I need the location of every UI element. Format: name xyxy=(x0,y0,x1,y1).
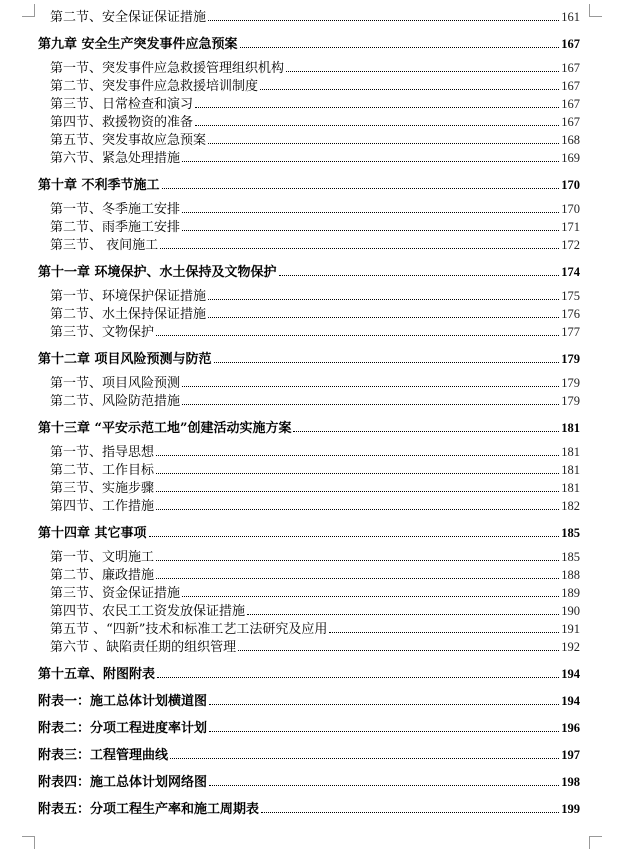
dot-leader xyxy=(195,107,559,108)
toc-entry-page-number: 171 xyxy=(561,220,580,234)
toc-entry-page-number: 175 xyxy=(561,289,580,303)
dot-leader xyxy=(195,125,559,126)
dot-leader xyxy=(209,704,559,705)
dot-leader xyxy=(209,731,559,732)
toc-entry-title: 第十一章 环境保护、水土保持及文物保护 xyxy=(38,265,277,280)
dot-leader xyxy=(329,632,559,633)
toc-entry-page-number: 188 xyxy=(561,568,580,582)
page-corner-mark xyxy=(589,836,602,849)
toc-entry-title: 第六节 、缺陷责任期的组织管理 xyxy=(50,640,237,655)
toc-section-entry[interactable] xyxy=(38,147,580,165)
dot-leader xyxy=(260,89,559,90)
toc-entry-title: 第二节、雨季施工安排 xyxy=(50,220,181,235)
toc-entry-page-number: 199 xyxy=(561,802,580,816)
toc-entry-title: 第四节、救援物资的准备 xyxy=(50,115,194,130)
toc-entry-page-number: 181 xyxy=(561,481,580,495)
toc-entry-page-number: 192 xyxy=(561,640,580,654)
dot-leader xyxy=(238,650,559,651)
toc-entry-page-number: 167 xyxy=(561,61,580,75)
toc-entry-page-number: 181 xyxy=(561,445,580,459)
toc-entry-title: 第一节、冬季施工安排 xyxy=(50,202,181,217)
toc-entry-title: 第五节 、“四新”技术和标准工艺工法研究及应用 xyxy=(50,622,328,637)
toc-entry-page-number: 196 xyxy=(561,721,580,735)
toc-section-entry[interactable] xyxy=(38,477,580,495)
dot-leader xyxy=(160,248,559,249)
toc-entry-title: 第二节、水土保持保证措施 xyxy=(50,307,207,322)
dot-leader xyxy=(156,491,559,492)
toc-chapter-entry[interactable] xyxy=(38,417,580,435)
toc-entry-page-number: 170 xyxy=(561,178,580,192)
toc-chapter-entry[interactable] xyxy=(38,717,580,735)
toc-entry-page-number: 179 xyxy=(561,394,580,408)
dot-leader xyxy=(286,71,559,72)
toc-entry-title: 第二节、风险防范措施 xyxy=(50,394,181,409)
toc-entry-page-number: 191 xyxy=(561,622,580,636)
toc-entry-title: 第一节、项目风险预测 xyxy=(50,376,181,391)
toc-entry-title: 第六节、紧急处理措施 xyxy=(50,151,181,166)
toc-entry-title: 第一节、文明施工 xyxy=(50,550,155,565)
toc-section-entry[interactable] xyxy=(38,441,580,459)
toc-entry-page-number: 194 xyxy=(561,694,580,708)
dot-leader xyxy=(182,212,559,213)
dot-leader xyxy=(156,509,559,510)
toc-entry-page-number: 179 xyxy=(561,376,580,390)
dot-leader xyxy=(156,335,559,336)
toc-section-entry[interactable] xyxy=(38,564,580,582)
page-corner-mark xyxy=(22,836,35,849)
toc-entry-title: 附表五：分项工程生产率和施工周期表 xyxy=(38,802,260,817)
toc-entry-title: 附表三：工程管理曲线 xyxy=(38,748,169,763)
toc-entry-page-number: 198 xyxy=(561,775,580,789)
dot-leader xyxy=(208,20,559,21)
toc-entry-page-number: 176 xyxy=(561,307,580,321)
toc-entry-title: 第二节、工作目标 xyxy=(50,463,155,478)
toc-entry-title: 附表四：施工总体计划网络图 xyxy=(38,775,208,790)
toc-entry-title: 第三节、日常检查和演习 xyxy=(50,97,194,112)
dot-leader xyxy=(247,614,559,615)
toc-chapter-entry[interactable] xyxy=(38,690,580,708)
toc-chapter-entry[interactable] xyxy=(38,522,580,540)
toc-entry-page-number: 167 xyxy=(561,37,580,51)
dot-leader xyxy=(182,404,559,405)
toc-chapter-entry[interactable] xyxy=(38,174,580,192)
toc-entry-page-number: 170 xyxy=(561,202,580,216)
toc-entry-page-number: 179 xyxy=(561,352,580,366)
toc-section-entry[interactable] xyxy=(38,600,580,618)
toc-entry-page-number: 185 xyxy=(561,550,580,564)
dot-leader xyxy=(182,596,559,597)
dot-leader xyxy=(214,362,560,363)
toc-section-entry[interactable] xyxy=(38,75,580,93)
dot-leader xyxy=(279,275,560,276)
toc-section-entry[interactable] xyxy=(38,495,580,513)
toc-entry-title: 第十三章 “平安示范工地”创建活动实施方案 xyxy=(38,421,292,436)
toc-section-entry[interactable] xyxy=(38,618,580,636)
toc-entry-title: 附表一：施工总体计划横道图 xyxy=(38,694,208,709)
dot-leader xyxy=(208,317,559,318)
toc-entry-title: 第二节、突发事件应急救援培训制度 xyxy=(50,79,259,94)
toc-entry-page-number: 169 xyxy=(561,151,580,165)
toc-entry-page-number: 197 xyxy=(561,748,580,762)
toc-chapter-entry[interactable] xyxy=(38,798,580,816)
toc-section-entry[interactable] xyxy=(38,198,580,216)
page-corner-mark xyxy=(589,4,602,17)
toc-entry-page-number: 168 xyxy=(561,133,580,147)
toc-entry-title: 第二节、廉政措施 xyxy=(50,568,155,583)
toc-entry-page-number: 185 xyxy=(561,526,580,540)
toc-section-entry[interactable] xyxy=(38,57,580,75)
toc-section-entry[interactable] xyxy=(38,372,580,390)
dot-leader xyxy=(156,578,559,579)
toc-entry-title: 第三节、实施步骤 xyxy=(50,481,155,496)
toc-section-entry[interactable] xyxy=(38,321,580,339)
toc-entry-title: 第五节、突发事故应急预案 xyxy=(50,133,207,148)
toc-chapter-entry[interactable] xyxy=(38,261,580,279)
toc-entry-title: 第十四章 其它事项 xyxy=(38,526,147,541)
toc-entry-page-number: 177 xyxy=(561,325,580,339)
toc-chapter-entry[interactable] xyxy=(38,771,580,789)
toc-section-entry[interactable] xyxy=(38,93,580,111)
toc-entry-title: 第十二章 项目风险预测与防范 xyxy=(38,352,212,367)
toc-chapter-entry[interactable] xyxy=(38,663,580,681)
dot-leader xyxy=(208,299,559,300)
dot-leader xyxy=(156,473,559,474)
dot-leader xyxy=(293,431,559,432)
toc-section-entry[interactable] xyxy=(38,303,580,321)
toc-entry-title: 第一节、指导思想 xyxy=(50,445,155,460)
toc-entry-page-number: 167 xyxy=(561,115,580,129)
toc-section-entry[interactable] xyxy=(38,582,580,600)
toc-entry-title: 第一节、突发事件应急救援管理组织机构 xyxy=(50,61,285,76)
toc-entry-title: 第三节、文物保护 xyxy=(50,325,155,340)
toc-entry-page-number: 174 xyxy=(561,265,580,279)
toc-entry-title: 第一节、环境保护保证措施 xyxy=(50,289,207,304)
toc-entry-title: 第二节、安全保证保证措施 xyxy=(50,10,207,25)
toc-chapter-entry[interactable] xyxy=(38,744,580,762)
toc-section-entry[interactable] xyxy=(38,390,580,408)
toc-entry-title: 第十五章、附图附表 xyxy=(38,667,156,682)
toc-entry-title: 第十章 不利季节施工 xyxy=(38,178,160,193)
toc-section-entry[interactable] xyxy=(38,6,580,24)
toc-entry-page-number: 181 xyxy=(561,421,580,435)
toc-chapter-entry[interactable] xyxy=(38,348,580,366)
toc-entry-title: 第四节、农民工工资发放保证措施 xyxy=(50,604,246,619)
dot-leader xyxy=(209,785,559,786)
toc-section-entry[interactable] xyxy=(38,636,580,654)
toc-entry-page-number: 167 xyxy=(561,97,580,111)
dot-leader xyxy=(208,143,559,144)
toc-section-entry[interactable] xyxy=(38,546,580,564)
dot-leader xyxy=(170,758,559,759)
toc-entry-page-number: 194 xyxy=(561,667,580,681)
toc-entry-page-number: 161 xyxy=(561,10,580,24)
toc-chapter-entry[interactable] xyxy=(38,33,580,51)
toc-entry-page-number: 189 xyxy=(561,586,580,600)
toc-section-entry[interactable] xyxy=(38,459,580,477)
toc-section-entry[interactable] xyxy=(38,129,580,147)
toc-entry-page-number: 190 xyxy=(561,604,580,618)
dot-leader xyxy=(157,677,559,678)
toc-entry-title: 第九章 安全生产突发事件应急预案 xyxy=(38,37,238,52)
toc-entry-title: 附表二：分项工程进度率计划 xyxy=(38,721,208,736)
toc-entry-page-number: 181 xyxy=(561,463,580,477)
toc-entry-page-number: 172 xyxy=(561,238,580,252)
dot-leader xyxy=(182,161,559,162)
toc-section-entry[interactable] xyxy=(38,234,580,252)
toc-entry-title: 第三节、 夜间施工 xyxy=(50,238,159,253)
dot-leader xyxy=(261,812,559,813)
toc-entry-title: 第三节、资金保证措施 xyxy=(50,586,181,601)
dot-leader xyxy=(149,536,560,537)
dot-leader xyxy=(156,560,559,561)
toc-section-entry[interactable] xyxy=(38,111,580,129)
page-corner-mark xyxy=(22,4,35,17)
dot-leader xyxy=(182,386,559,387)
dot-leader xyxy=(156,455,559,456)
dot-leader xyxy=(182,230,559,231)
toc-section-entry[interactable] xyxy=(38,285,580,303)
table-of-contents xyxy=(38,6,580,822)
dot-leader xyxy=(162,188,560,189)
toc-entry-page-number: 182 xyxy=(561,499,580,513)
toc-section-entry[interactable] xyxy=(38,216,580,234)
toc-entry-page-number: 167 xyxy=(561,79,580,93)
dot-leader xyxy=(240,47,560,48)
toc-entry-title: 第四节、工作措施 xyxy=(50,499,155,514)
